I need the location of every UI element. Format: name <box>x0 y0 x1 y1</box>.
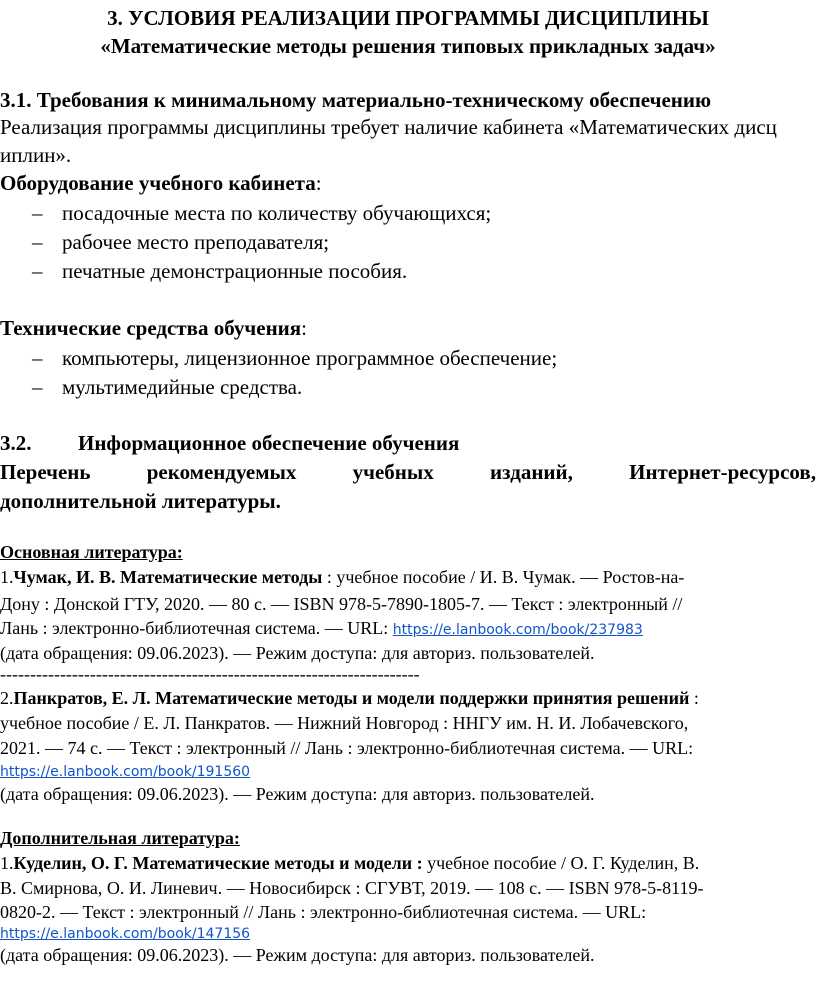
ref-main-1-line2: Дону : Донской ГТУ, 2020. — 80 с. — ISBN 978-5-7890-1805-7. — Текст : электронный // <box>0 594 683 614</box>
main-literature-label: Основная литература: <box>0 542 183 562</box>
ref-number: 2. <box>0 688 14 708</box>
word: Перечень <box>0 460 91 484</box>
section-3-2-title <box>0 431 459 456</box>
dash-bullet: – <box>32 230 43 254</box>
dash-bullet: – <box>32 201 43 225</box>
ref-link[interactable]: https://e.lanbook.com/book/147156 <box>0 926 251 942</box>
section-3-2-title-text: Информационное обеспечение обучения <box>78 431 460 455</box>
ref-main-2-line3: 2021. — 74 с. — Текст : электронный // Лань : электронно-библиотечная система. — URL: <box>0 738 694 758</box>
ref-extra-1-line3: 0820-2. — Текст : электронный // Лань : электронно-библиотечная система. — URL: <box>0 902 647 922</box>
list-item-text: мультимедийные средства. <box>62 375 303 399</box>
ref-link[interactable]: https://e.lanbook.com/book/191560 <box>0 764 251 780</box>
equipment-colon: : <box>315 171 322 195</box>
list-item <box>32 346 557 371</box>
ref-main-2-line2: учебное пособие / Е. Л. Панкратов. — Нижний Новгород : ННГУ им. Н. И. Лобачевского, <box>0 713 689 733</box>
list-item-text: компьютеры, лицензионное программное обеспечение; <box>62 346 558 370</box>
tech-colon: : <box>301 316 307 340</box>
word: рекомендуемых <box>146 460 297 484</box>
word: учебных <box>352 460 434 484</box>
ref-text: Лань : электронно-библиотечная система. — URL: <box>0 618 393 638</box>
list-item-text: рабочее место преподавателя; <box>62 230 330 254</box>
list-item-text: посадочные места по количеству обучающихся; <box>62 201 492 225</box>
dash-bullet: – <box>32 346 43 370</box>
list-item <box>32 201 491 226</box>
word: изданий, <box>490 460 573 484</box>
dash-bullet: – <box>32 259 43 283</box>
list-item-text: печатные демонстрационные пособия. <box>62 259 408 283</box>
ref-author-title: Куделин, О. Г. Математические методы и модели : <box>13 853 423 873</box>
separator: ---------------------------------------------------------------------- <box>0 664 420 684</box>
section-3-1-title: 3.1. Требования к минимальному материально-техническому обеспечению <box>0 88 712 112</box>
extra-literature-label: Дополнительная литература: <box>0 828 240 848</box>
ref-extra-1-line1 <box>0 853 699 874</box>
section-3-2-number: 3.2. <box>0 431 32 455</box>
ref-main-1-line4: (дата обращения: 09.06.2023). — Режим доступа: для авториз. пользователей. <box>0 643 595 663</box>
ref-extra-1-line4: (дата обращения: 09.06.2023). — Режим доступа: для авториз. пользователей. <box>0 945 595 965</box>
ref-text: учебное пособие / О. Г. Куделин, В. <box>422 853 700 873</box>
ref-main-1-line1 <box>0 567 684 588</box>
tech-heading <box>0 316 307 341</box>
ref-main-2-line1 <box>0 688 699 709</box>
tech-label: Технические средства обучения <box>0 316 302 340</box>
ref-number: 1. <box>0 567 14 587</box>
ref-author-title: Чумак, И. В. Математические методы <box>13 567 323 587</box>
list-item <box>32 230 329 255</box>
ref-main-2-line4: (дата обращения: 09.06.2023). — Режим доступа: для авториз. пользователей. <box>0 784 595 804</box>
resources-heading-line1 <box>0 460 816 485</box>
discipline-title: «Математические методы решения типовых прикладных задач» <box>100 34 716 58</box>
equipment-label: Оборудование учебного кабинета <box>0 171 316 195</box>
ref-link[interactable]: https://e.lanbook.com/book/237983 <box>392 622 643 638</box>
ref-text: : <box>689 688 699 708</box>
ref-extra-1-line2: В. Смирнова, О. И. Линевич. — Новосибирск : СГУВТ, 2019. — 108 с. — ISBN 978-5-8119- <box>0 878 704 898</box>
ref-extra-1-url-line <box>0 925 250 943</box>
ref-main-2-url-line <box>0 763 250 781</box>
resources-heading-line2: дополнительной литературы. <box>0 489 281 513</box>
dash-bullet: – <box>32 375 43 399</box>
ref-main-1-line3 <box>0 618 643 639</box>
word: Интернет-ресурсов, <box>629 460 816 484</box>
list-item <box>32 375 302 400</box>
ref-number: 1. <box>0 853 14 873</box>
ref-text: : учебное пособие / И. В. Чумак. — Ростов-на- <box>322 567 685 587</box>
section-3-1-text-line1: Реализация программы дисциплины требует наличие кабинета «Математических дисц <box>0 115 777 139</box>
ref-author-title: Панкратов, Е. Л. Математические методы и модели поддержки принятия решений <box>13 688 690 708</box>
equipment-heading <box>0 171 322 196</box>
page-title: 3. УСЛОВИЯ РЕАЛИЗАЦИИ ПРОГРАММЫ ДИСЦИПЛИНЫ <box>107 6 709 30</box>
section-3-1-text-line2: иплин». <box>0 143 72 167</box>
list-item <box>32 259 407 284</box>
